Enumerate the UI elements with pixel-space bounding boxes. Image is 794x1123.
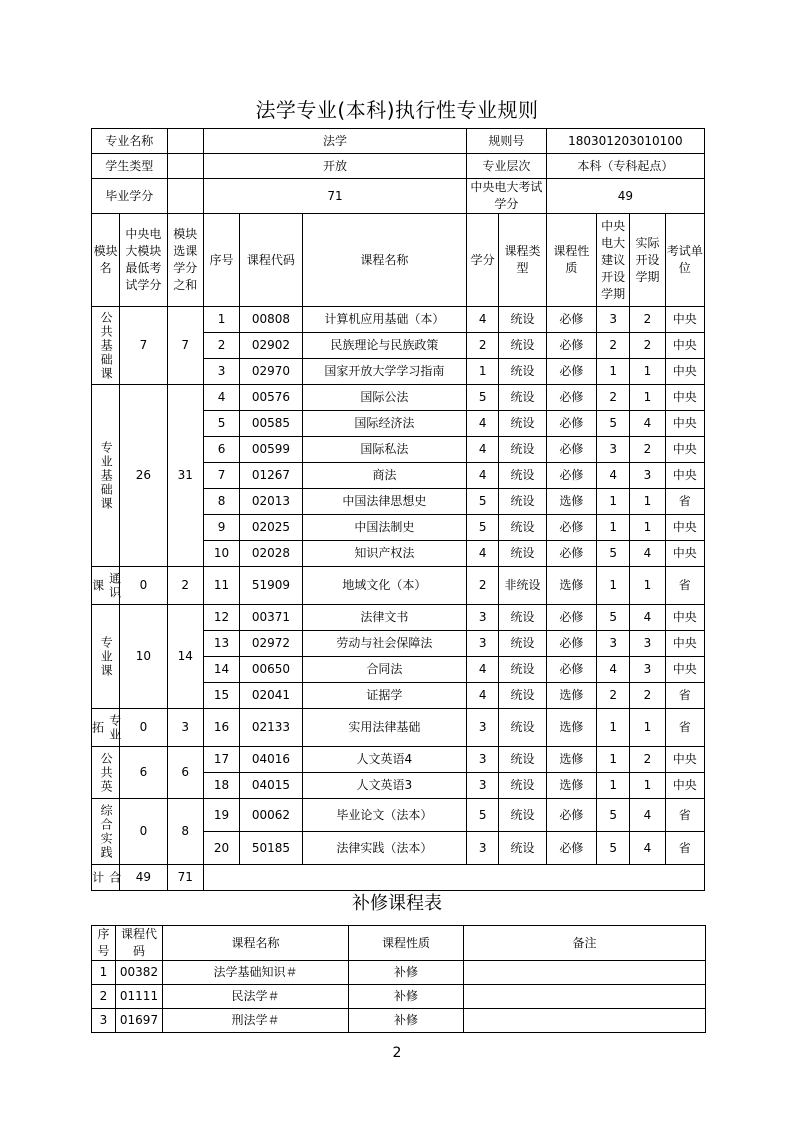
header-module-name: 模块名 xyxy=(92,214,120,307)
course-name-cell: 中国法律思想史 xyxy=(302,489,466,515)
course-code-cell: 04015 xyxy=(240,773,303,799)
course-row xyxy=(92,567,705,605)
central-exam-credits: 49 xyxy=(546,179,704,214)
empty-cell xyxy=(167,179,203,214)
exam-unit-cell: 省 xyxy=(665,799,704,832)
course-code-cell: 50185 xyxy=(240,832,303,865)
course-nature-cell: 必修 xyxy=(546,799,596,832)
module-name-cell xyxy=(92,385,120,567)
module-selected-sum: 14 xyxy=(167,605,203,709)
module-min-credits: 0 xyxy=(120,709,167,747)
course-type-cell: 统设 xyxy=(499,657,546,683)
module-selected-sum: 31 xyxy=(167,385,203,567)
course-row xyxy=(92,709,705,747)
makeup-course-table xyxy=(91,925,706,1033)
suggested-term-cell: 1 xyxy=(597,747,630,773)
exam-unit-cell: 中央 xyxy=(665,385,704,411)
course-code-cell: 00808 xyxy=(240,307,303,333)
course-name-cell: 实用法律基础 xyxy=(302,709,466,747)
course-name-cell: 商法 xyxy=(302,463,466,489)
course-nature-cell: 必修 xyxy=(546,515,596,541)
exam-unit-cell: 省 xyxy=(665,709,704,747)
course-nature-cell: 必修 xyxy=(546,631,596,657)
course-name-cell: 地域文化（本） xyxy=(302,567,466,605)
module-min-credits: 26 xyxy=(120,385,167,567)
course-code-cell: 02025 xyxy=(240,515,303,541)
course-type-cell: 统设 xyxy=(499,747,546,773)
course-name-cell: 中国法制史 xyxy=(302,515,466,541)
actual-term-cell: 4 xyxy=(630,799,665,832)
makeup-header-note: 备注 xyxy=(464,926,706,961)
seq-cell: 8 xyxy=(203,489,239,515)
module-min-credits: 6 xyxy=(120,747,167,799)
info-row xyxy=(92,154,705,179)
credits-cell: 4 xyxy=(467,411,499,437)
course-type-cell: 统设 xyxy=(499,709,546,747)
seq-cell: 13 xyxy=(203,631,239,657)
header-actual-term: 实际开设学期 xyxy=(630,214,665,307)
credits-cell: 5 xyxy=(467,515,499,541)
seq-cell: 15 xyxy=(203,683,239,709)
suggested-term-cell: 5 xyxy=(597,411,630,437)
seq-cell: 19 xyxy=(203,799,239,832)
suggested-term-cell: 3 xyxy=(597,307,630,333)
course-nature-cell: 选修 xyxy=(546,709,596,747)
exam-unit-cell: 省 xyxy=(665,567,704,605)
actual-term-cell: 3 xyxy=(630,463,665,489)
course-type-cell: 统设 xyxy=(499,463,546,489)
module-min-credits: 0 xyxy=(120,799,167,865)
course-nature-cell: 必修 xyxy=(546,307,596,333)
suggested-term-cell: 5 xyxy=(597,541,630,567)
suggested-term-cell: 2 xyxy=(597,385,630,411)
exam-unit-cell: 中央 xyxy=(665,463,704,489)
credits-cell: 4 xyxy=(467,657,499,683)
rule-no-label: 规则号 xyxy=(467,129,547,154)
course-type-cell: 统设 xyxy=(499,489,546,515)
makeup-header-name: 课程名称 xyxy=(163,926,349,961)
course-type-cell: 统设 xyxy=(499,307,546,333)
suggested-term-cell: 1 xyxy=(597,489,630,515)
seq-cell: 11 xyxy=(203,567,239,605)
makeup-header-row xyxy=(92,926,706,961)
course-type-cell: 统设 xyxy=(499,605,546,631)
module-name-cell xyxy=(92,307,120,385)
suggested-term-cell: 3 xyxy=(597,631,630,657)
exam-unit-cell: 中央 xyxy=(665,437,704,463)
total-selected-sum: 71 xyxy=(167,865,203,891)
course-name-cell: 国际私法 xyxy=(302,437,466,463)
major-name: 法学 xyxy=(203,129,466,154)
suggested-term-cell: 5 xyxy=(597,799,630,832)
course-code-cell: 51909 xyxy=(240,567,303,605)
actual-term-cell: 1 xyxy=(630,489,665,515)
makeup-title: 补修课程表 xyxy=(352,893,442,914)
makeup-code-cell: 00382 xyxy=(116,961,163,985)
course-nature-cell: 必修 xyxy=(546,463,596,489)
makeup-seq-cell: 3 xyxy=(92,1009,116,1033)
exam-unit-cell: 省 xyxy=(665,683,704,709)
credits-cell: 1 xyxy=(467,359,499,385)
credits-cell: 4 xyxy=(467,683,499,709)
suggested-term-cell: 4 xyxy=(597,463,630,489)
seq-cell: 6 xyxy=(203,437,239,463)
header-seq: 序号 xyxy=(203,214,239,307)
total-row xyxy=(92,865,705,891)
exam-unit-cell: 省 xyxy=(665,832,704,865)
course-name-cell: 合同法 xyxy=(302,657,466,683)
course-nature-cell: 必修 xyxy=(546,359,596,385)
actual-term-cell: 1 xyxy=(630,567,665,605)
course-type-cell: 统设 xyxy=(499,541,546,567)
credits-cell: 5 xyxy=(467,799,499,832)
header-course-type: 课程类型 xyxy=(499,214,546,307)
module-min-credits: 7 xyxy=(120,307,167,385)
course-name-cell: 法律文书 xyxy=(302,605,466,631)
course-type-cell: 统设 xyxy=(499,411,546,437)
suggested-term-cell: 3 xyxy=(597,437,630,463)
module-min-credits: 0 xyxy=(120,567,167,605)
grad-credits-label: 毕业学分 xyxy=(92,179,168,214)
course-name-cell: 人文英语4 xyxy=(302,747,466,773)
total-label: 合计 xyxy=(90,870,122,885)
course-type-cell: 统设 xyxy=(499,832,546,865)
course-type-cell: 统设 xyxy=(499,799,546,832)
module-selected-sum: 6 xyxy=(167,747,203,799)
makeup-nature-cell: 补修 xyxy=(349,961,464,985)
rule-no: 180301203010100 xyxy=(546,129,704,154)
actual-term-cell: 1 xyxy=(630,773,665,799)
seq-cell: 20 xyxy=(203,832,239,865)
header-suggested-term: 中央电大建议开设学期 xyxy=(597,214,630,307)
seq-cell: 18 xyxy=(203,773,239,799)
course-type-cell: 统设 xyxy=(499,359,546,385)
exam-unit-cell: 中央 xyxy=(665,515,704,541)
course-code-cell: 00062 xyxy=(240,799,303,832)
page-title: 法学专业(本科)执行性专业规则 xyxy=(255,98,539,122)
module-name-cell xyxy=(92,709,120,747)
header-selected-sum: 模块选课学分之和 xyxy=(167,214,203,307)
seq-cell: 3 xyxy=(203,359,239,385)
course-code-cell: 02902 xyxy=(240,333,303,359)
module-name: 专业基础课 xyxy=(99,440,114,511)
makeup-name-cell: 民法学＃ xyxy=(163,985,349,1009)
credits-cell: 3 xyxy=(467,709,499,747)
actual-term-cell: 2 xyxy=(630,307,665,333)
program-rules-table xyxy=(91,128,705,891)
column-header-row xyxy=(92,214,705,307)
seq-cell: 14 xyxy=(203,657,239,683)
course-nature-cell: 必修 xyxy=(546,605,596,631)
makeup-name-cell: 刑法学＃ xyxy=(163,1009,349,1033)
actual-term-cell: 4 xyxy=(630,411,665,437)
suggested-term-cell: 1 xyxy=(597,567,630,605)
makeup-code-cell: 01111 xyxy=(116,985,163,1009)
student-type-label: 学生类型 xyxy=(92,154,168,179)
makeup-name-cell: 法学基础知识＃ xyxy=(163,961,349,985)
course-name-cell: 计算机应用基础（本） xyxy=(302,307,466,333)
central-exam-credits-label: 中央电大考试学分 xyxy=(467,179,547,214)
course-nature-cell: 选修 xyxy=(546,567,596,605)
level: 本科（专科起点） xyxy=(546,154,704,179)
exam-unit-cell: 中央 xyxy=(665,631,704,657)
seq-cell: 10 xyxy=(203,541,239,567)
info-row xyxy=(92,179,705,214)
course-type-cell: 统设 xyxy=(499,385,546,411)
credits-cell: 2 xyxy=(467,567,499,605)
course-type-cell: 非统设 xyxy=(499,567,546,605)
makeup-row xyxy=(92,985,706,1009)
module-name: 专业拓 xyxy=(90,713,122,742)
header-code: 课程代码 xyxy=(240,214,303,307)
course-nature-cell: 必修 xyxy=(546,657,596,683)
course-nature-cell: 必修 xyxy=(546,385,596,411)
credits-cell: 4 xyxy=(467,463,499,489)
course-code-cell: 00371 xyxy=(240,605,303,631)
module-selected-sum: 8 xyxy=(167,799,203,865)
course-name-cell: 国际经济法 xyxy=(302,411,466,437)
student-type: 开放 xyxy=(203,154,466,179)
credits-cell: 3 xyxy=(467,631,499,657)
makeup-note-cell xyxy=(464,1009,706,1033)
module-name: 公共基础课 xyxy=(99,310,114,381)
course-nature-cell: 必修 xyxy=(546,437,596,463)
course-nature-cell: 选修 xyxy=(546,747,596,773)
course-name-cell: 法律实践（法本） xyxy=(302,832,466,865)
course-name-cell: 劳动与社会保障法 xyxy=(302,631,466,657)
course-nature-cell: 选修 xyxy=(546,773,596,799)
actual-term-cell: 4 xyxy=(630,605,665,631)
credits-cell: 5 xyxy=(467,489,499,515)
credits-cell: 4 xyxy=(467,437,499,463)
seq-cell: 1 xyxy=(203,307,239,333)
makeup-header-code: 课程代码 xyxy=(116,926,163,961)
makeup-code-cell: 01697 xyxy=(116,1009,163,1033)
credits-cell: 4 xyxy=(467,541,499,567)
course-code-cell: 04016 xyxy=(240,747,303,773)
course-nature-cell: 必修 xyxy=(546,541,596,567)
exam-unit-cell: 中央 xyxy=(665,605,704,631)
seq-cell: 2 xyxy=(203,333,239,359)
exam-unit-cell: 中央 xyxy=(665,541,704,567)
suggested-term-cell: 1 xyxy=(597,709,630,747)
course-nature-cell: 必修 xyxy=(546,333,596,359)
credits-cell: 3 xyxy=(467,832,499,865)
seq-cell: 16 xyxy=(203,709,239,747)
credits-cell: 5 xyxy=(467,385,499,411)
suggested-term-cell: 1 xyxy=(597,359,630,385)
course-code-cell: 02970 xyxy=(240,359,303,385)
actual-term-cell: 3 xyxy=(630,657,665,683)
course-code-cell: 00650 xyxy=(240,657,303,683)
empty-cell xyxy=(167,129,203,154)
actual-term-cell: 4 xyxy=(630,541,665,567)
total-min-credits: 49 xyxy=(120,865,167,891)
level-label: 专业层次 xyxy=(467,154,547,179)
makeup-row xyxy=(92,961,706,985)
actual-term-cell: 2 xyxy=(630,437,665,463)
seq-cell: 9 xyxy=(203,515,239,541)
suggested-term-cell: 2 xyxy=(597,683,630,709)
course-type-cell: 统设 xyxy=(499,515,546,541)
module-name-cell xyxy=(92,605,120,709)
makeup-nature-cell: 补修 xyxy=(349,1009,464,1033)
course-code-cell: 02013 xyxy=(240,489,303,515)
makeup-header-seq: 序号 xyxy=(92,926,116,961)
exam-unit-cell: 中央 xyxy=(665,333,704,359)
seq-cell: 5 xyxy=(203,411,239,437)
module-name-cell xyxy=(92,747,120,799)
actual-term-cell: 4 xyxy=(630,832,665,865)
exam-unit-cell: 中央 xyxy=(665,359,704,385)
course-nature-cell: 必修 xyxy=(546,832,596,865)
course-row xyxy=(92,385,705,411)
page-number: 2 xyxy=(392,1045,402,1061)
course-nature-cell: 选修 xyxy=(546,489,596,515)
course-row xyxy=(92,747,705,773)
makeup-note-cell xyxy=(464,961,706,985)
module-name: 专业课 xyxy=(99,635,114,678)
course-type-cell: 统设 xyxy=(499,437,546,463)
seq-cell: 7 xyxy=(203,463,239,489)
seq-cell: 17 xyxy=(203,747,239,773)
makeup-note-cell xyxy=(464,985,706,1009)
exam-unit-cell: 省 xyxy=(665,489,704,515)
module-name-cell xyxy=(92,567,120,605)
course-name-cell: 毕业论文（法本） xyxy=(302,799,466,832)
course-type-cell: 统设 xyxy=(499,631,546,657)
info-row xyxy=(92,129,705,154)
course-code-cell: 02133 xyxy=(240,709,303,747)
course-code-cell: 01267 xyxy=(240,463,303,489)
credits-cell: 3 xyxy=(467,773,499,799)
credits-cell: 3 xyxy=(467,747,499,773)
empty-cell xyxy=(203,865,704,891)
module-min-credits: 10 xyxy=(120,605,167,709)
actual-term-cell: 2 xyxy=(630,683,665,709)
course-row xyxy=(92,307,705,333)
header-course-nature: 课程性质 xyxy=(546,214,596,307)
course-type-cell: 统设 xyxy=(499,333,546,359)
module-name: 综合实践 xyxy=(99,803,114,860)
total-label-cell xyxy=(92,865,120,891)
course-name-cell: 国家开放大学学习指南 xyxy=(302,359,466,385)
credits-cell: 3 xyxy=(467,605,499,631)
empty-cell xyxy=(167,154,203,179)
grad-credits: 71 xyxy=(203,179,466,214)
module-selected-sum: 2 xyxy=(167,567,203,605)
course-name-cell: 国际公法 xyxy=(302,385,466,411)
module-name: 公共英 xyxy=(99,751,114,794)
course-row xyxy=(92,605,705,631)
makeup-header-nature: 课程性质 xyxy=(349,926,464,961)
header-credits: 学分 xyxy=(467,214,499,307)
header-exam-unit: 考试单位 xyxy=(665,214,704,307)
course-name-cell: 知识产权法 xyxy=(302,541,466,567)
actual-term-cell: 1 xyxy=(630,709,665,747)
actual-term-cell: 3 xyxy=(630,631,665,657)
module-name-cell xyxy=(92,799,120,865)
seq-cell: 4 xyxy=(203,385,239,411)
course-type-cell: 统设 xyxy=(499,683,546,709)
exam-unit-cell: 中央 xyxy=(665,307,704,333)
suggested-term-cell: 5 xyxy=(597,832,630,865)
makeup-seq-cell: 2 xyxy=(92,985,116,1009)
credits-cell: 4 xyxy=(467,307,499,333)
course-row xyxy=(92,799,705,832)
course-code-cell: 00599 xyxy=(240,437,303,463)
actual-term-cell: 1 xyxy=(630,515,665,541)
course-name-cell: 人文英语3 xyxy=(302,773,466,799)
module-selected-sum: 7 xyxy=(167,307,203,385)
exam-unit-cell: 中央 xyxy=(665,411,704,437)
exam-unit-cell: 中央 xyxy=(665,773,704,799)
exam-unit-cell: 中央 xyxy=(665,747,704,773)
course-type-cell: 统设 xyxy=(499,773,546,799)
course-code-cell: 02028 xyxy=(240,541,303,567)
course-code-cell: 00576 xyxy=(240,385,303,411)
course-code-cell: 02972 xyxy=(240,631,303,657)
module-selected-sum: 3 xyxy=(167,709,203,747)
suggested-term-cell: 2 xyxy=(597,333,630,359)
makeup-row xyxy=(92,1009,706,1033)
seq-cell: 12 xyxy=(203,605,239,631)
header-min-credits: 中央电大模块最低考试学分 xyxy=(120,214,167,307)
actual-term-cell: 1 xyxy=(630,359,665,385)
major-name-label: 专业名称 xyxy=(92,129,168,154)
course-code-cell: 00585 xyxy=(240,411,303,437)
suggested-term-cell: 5 xyxy=(597,605,630,631)
suggested-term-cell: 1 xyxy=(597,773,630,799)
actual-term-cell: 2 xyxy=(630,333,665,359)
makeup-seq-cell: 1 xyxy=(92,961,116,985)
actual-term-cell: 2 xyxy=(630,747,665,773)
course-code-cell: 02041 xyxy=(240,683,303,709)
makeup-nature-cell: 补修 xyxy=(349,985,464,1009)
suggested-term-cell: 1 xyxy=(597,515,630,541)
course-nature-cell: 选修 xyxy=(546,683,596,709)
course-name-cell: 证据学 xyxy=(302,683,466,709)
credits-cell: 2 xyxy=(467,333,499,359)
course-name-cell: 民族理论与民族政策 xyxy=(302,333,466,359)
course-nature-cell: 必修 xyxy=(546,411,596,437)
module-name: 通识课 xyxy=(90,571,122,600)
exam-unit-cell: 中央 xyxy=(665,657,704,683)
suggested-term-cell: 4 xyxy=(597,657,630,683)
header-course-name: 课程名称 xyxy=(302,214,466,307)
actual-term-cell: 1 xyxy=(630,385,665,411)
